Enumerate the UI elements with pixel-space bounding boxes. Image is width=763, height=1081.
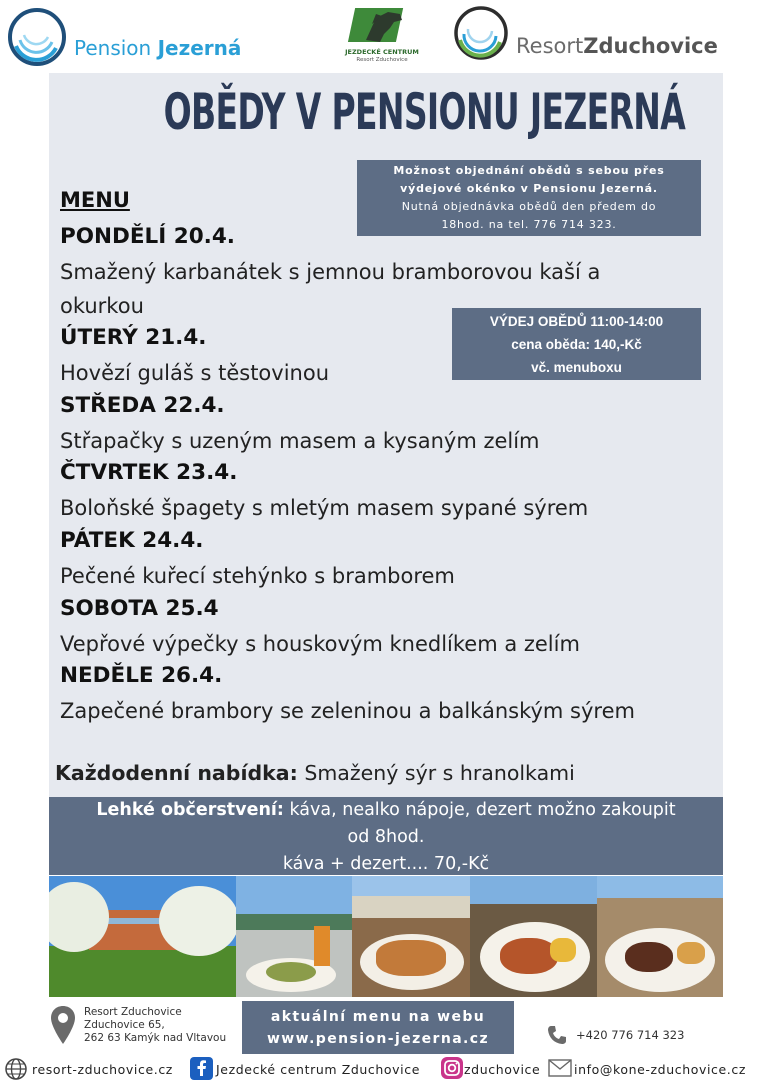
day-thursday: ČTVRTEK 23.4. [60, 460, 238, 485]
day-wednesday: STŘEDA 22.4. [60, 393, 225, 418]
dish-sunday: Zapečené brambory se zeleninou a balkánským sýrem [60, 699, 635, 723]
dish-wednesday: Střapačky s uzeným masem a kysaným zelím [60, 429, 540, 453]
photo-meat-plate [597, 876, 723, 997]
dish-thursday: Boloňské špagety s mletým masem sypané sýrem [60, 496, 589, 520]
globe-icon [4, 1057, 28, 1081]
web-menu-box: aktuální menu na webu www.pension-jezerna.cz [242, 1001, 514, 1054]
pension-jezerna-ring-icon [6, 6, 68, 68]
email-link[interactable]: info@kone-zduchovice.cz [574, 1062, 747, 1077]
takeaway-note: Možnost objednání obědů s sebou přes výdejové okénko v Pensionu Jezerná. Nutná objednávka obědů den předem do 18hod. na tel. 776 714 323. [357, 160, 701, 236]
light-refreshment-box: Lehké občerstvení: káva, nealko nápoje, dezert možno zakoupit od 8hod. káva + dezert.... 70,-Kč [49, 797, 723, 875]
email-icon [548, 1059, 572, 1077]
jc-caption: JEZDECKÉ CENTRUM Resort Zduchovice [345, 48, 419, 63]
pension-logo-text: Pension Jezerná [74, 36, 242, 60]
resort-ring-icon [452, 4, 510, 62]
day-saturday: SOBOTA 25.4 [60, 596, 219, 621]
day-friday: PÁTEK 24.4. [60, 528, 204, 553]
instagram-link[interactable]: zduchovice [464, 1062, 541, 1077]
photo-schnitzel [352, 876, 470, 997]
day-monday: PONDĚLÍ 20.4. [60, 224, 235, 249]
photo-chicken [470, 876, 597, 997]
dish-tuesday: Hovězí guláš s těstovinou [60, 361, 330, 385]
facebook-icon [190, 1057, 213, 1080]
phone-number[interactable]: +420 776 714 323 [576, 1028, 685, 1042]
website-link[interactable]: www.pension-jezerna.cz [266, 1031, 490, 1047]
dish-saturday: Vepřové výpečky s houskovým knedlíkem a zelím [60, 632, 580, 656]
horse-head-icon [346, 4, 416, 48]
instagram-icon [441, 1057, 463, 1079]
site-link[interactable]: resort-zduchovice.cz [32, 1062, 173, 1077]
day-tuesday: ÚTERÝ 21.4. [60, 325, 207, 350]
dish-friday: Pečené kuřecí stehýnko s bramborem [60, 564, 455, 588]
page-title: OBĚDY V PENSIONU JEZERNÁ [163, 83, 686, 141]
menu-heading: MENU [60, 188, 130, 212]
address: Resort Zduchovice Zduchovice 65, 262 63 Kamýk nad Vltavou [84, 1006, 227, 1044]
daily-offer: Každodenní nabídka: Smažený sýr s hranolkami [55, 761, 575, 785]
phone-icon [546, 1024, 568, 1046]
facebook-link[interactable]: Jezdecké centrum Zduchovice [216, 1062, 420, 1077]
photo-garden [49, 876, 236, 997]
location-pin-icon [50, 1005, 76, 1045]
serving-time-box: VÝDEJ OBĚDŮ 11:00-14:00 cena oběda: 140,-Kč vč. menuboxu [452, 308, 701, 380]
photo-terrace-drink [236, 876, 352, 997]
resort-logo-text: ResortZduchovice [516, 34, 718, 58]
dish-monday: Smažený karbanátek s jemnou bramborovou kaší a okurkou [60, 260, 601, 318]
day-sunday: NEDĚLE 26.4. [60, 663, 223, 688]
